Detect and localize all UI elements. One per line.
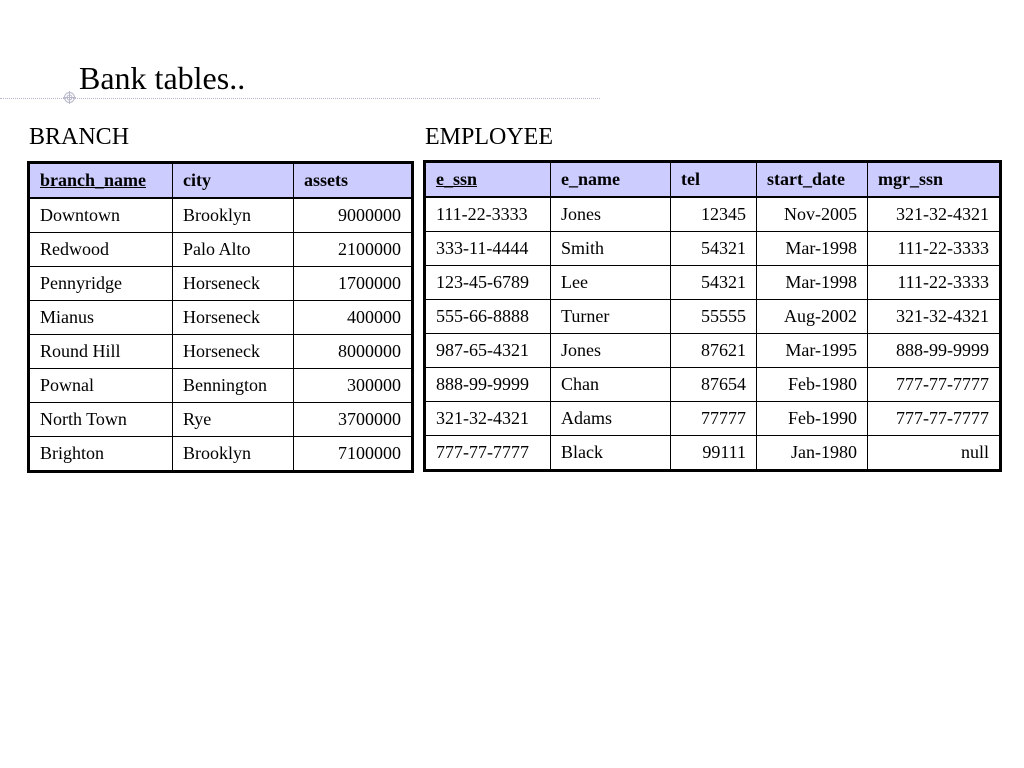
mgr-ssn-cell: 321-32-4321 <box>868 197 1001 232</box>
start-date-cell: Aug-2002 <box>757 300 868 334</box>
assets-cell: 9000000 <box>294 198 413 233</box>
tel-cell: 54321 <box>671 266 757 300</box>
table-row <box>29 369 413 403</box>
column-header-city: city <box>173 163 294 199</box>
branch-name-cell: Redwood <box>29 233 173 267</box>
slide-title: Bank tables.. <box>79 60 246 96</box>
e-ssn-cell: 111-22-3333 <box>425 197 551 232</box>
e-ssn-cell: 888-99-9999 <box>425 368 551 402</box>
tel-cell: 54321 <box>671 232 757 266</box>
mgr-ssn-cell: 321-32-4321 <box>868 300 1001 334</box>
column-header-tel: tel <box>671 162 757 198</box>
employee-table-label: EMPLOYEE <box>425 124 553 150</box>
table-row <box>425 266 1001 300</box>
assets-cell: 8000000 <box>294 335 413 369</box>
start-date-cell: Mar-1998 <box>757 232 868 266</box>
e-name-cell: Adams <box>551 402 671 436</box>
branch-name-cell: Pownal <box>29 369 173 403</box>
table-row <box>29 437 413 472</box>
assets-cell: 3700000 <box>294 403 413 437</box>
assets-cell: 300000 <box>294 369 413 403</box>
e-ssn-cell: 987-65-4321 <box>425 334 551 368</box>
start-date-cell: Mar-1998 <box>757 266 868 300</box>
employee-header-row <box>425 162 1001 198</box>
branch-table-label: BRANCH <box>29 124 130 150</box>
branch-header-row <box>29 163 413 199</box>
branch-name-cell: Mianus <box>29 301 173 335</box>
column-header-assets: assets <box>294 163 413 199</box>
table-row <box>425 197 1001 232</box>
title-divider <box>0 98 600 99</box>
start-date-cell: Jan-1980 <box>757 436 868 471</box>
start-date-cell: Feb-1980 <box>757 368 868 402</box>
city-cell: Palo Alto <box>173 233 294 267</box>
city-cell: Horseneck <box>173 267 294 301</box>
mgr-ssn-cell: 888-99-9999 <box>868 334 1001 368</box>
e-name-cell: Smith <box>551 232 671 266</box>
city-cell: Rye <box>173 403 294 437</box>
column-header-branch-name: branch_name <box>29 163 173 199</box>
table-row <box>29 403 413 437</box>
branch-name-cell: Brighton <box>29 437 173 472</box>
table-row <box>29 267 413 301</box>
city-cell: Bennington <box>173 369 294 403</box>
city-cell: Brooklyn <box>173 198 294 233</box>
start-date-cell: Feb-1990 <box>757 402 868 436</box>
mgr-ssn-cell: 111-22-3333 <box>868 232 1001 266</box>
column-header-e-name: e_name <box>551 162 671 198</box>
branch-name-cell: North Town <box>29 403 173 437</box>
start-date-cell: Nov-2005 <box>757 197 868 232</box>
mgr-ssn-cell: 111-22-3333 <box>868 266 1001 300</box>
e-ssn-cell: 333-11-4444 <box>425 232 551 266</box>
column-header-start-date: start_date <box>757 162 868 198</box>
city-cell: Horseneck <box>173 335 294 369</box>
e-name-cell: Black <box>551 436 671 471</box>
mgr-ssn-cell: 777-77-7777 <box>868 368 1001 402</box>
employee-table <box>423 160 1002 472</box>
branch-name-cell: Downtown <box>29 198 173 233</box>
tel-cell: 99111 <box>671 436 757 471</box>
branch-name-cell: Round Hill <box>29 335 173 369</box>
tel-cell: 12345 <box>671 197 757 232</box>
e-ssn-cell: 123-45-6789 <box>425 266 551 300</box>
assets-cell: 2100000 <box>294 233 413 267</box>
assets-cell: 400000 <box>294 301 413 335</box>
e-ssn-cell: 555-66-8888 <box>425 300 551 334</box>
e-name-cell: Jones <box>551 197 671 232</box>
tel-cell: 87654 <box>671 368 757 402</box>
branch-table <box>27 161 414 473</box>
e-name-cell: Lee <box>551 266 671 300</box>
e-name-cell: Chan <box>551 368 671 402</box>
tel-cell: 87621 <box>671 334 757 368</box>
city-cell: Brooklyn <box>173 437 294 472</box>
tel-cell: 55555 <box>671 300 757 334</box>
divider-ornament-icon <box>63 91 76 104</box>
assets-cell: 7100000 <box>294 437 413 472</box>
assets-cell: 1700000 <box>294 267 413 301</box>
e-name-cell: Jones <box>551 334 671 368</box>
table-row <box>29 335 413 369</box>
tel-cell: 77777 <box>671 402 757 436</box>
table-row <box>425 436 1001 471</box>
mgr-ssn-cell: null <box>868 436 1001 471</box>
city-cell: Horseneck <box>173 301 294 335</box>
e-ssn-cell: 777-77-7777 <box>425 436 551 471</box>
start-date-cell: Mar-1995 <box>757 334 868 368</box>
column-header-e-ssn: e_ssn <box>425 162 551 198</box>
column-header-mgr-ssn: mgr_ssn <box>868 162 1001 198</box>
branch-name-cell: Pennyridge <box>29 267 173 301</box>
table-row <box>425 402 1001 436</box>
table-row <box>29 198 413 233</box>
mgr-ssn-cell: 777-77-7777 <box>868 402 1001 436</box>
table-row <box>425 300 1001 334</box>
table-row <box>425 232 1001 266</box>
table-row <box>29 301 413 335</box>
table-row <box>425 334 1001 368</box>
table-row <box>425 368 1001 402</box>
e-ssn-cell: 321-32-4321 <box>425 402 551 436</box>
table-row <box>29 233 413 267</box>
e-name-cell: Turner <box>551 300 671 334</box>
